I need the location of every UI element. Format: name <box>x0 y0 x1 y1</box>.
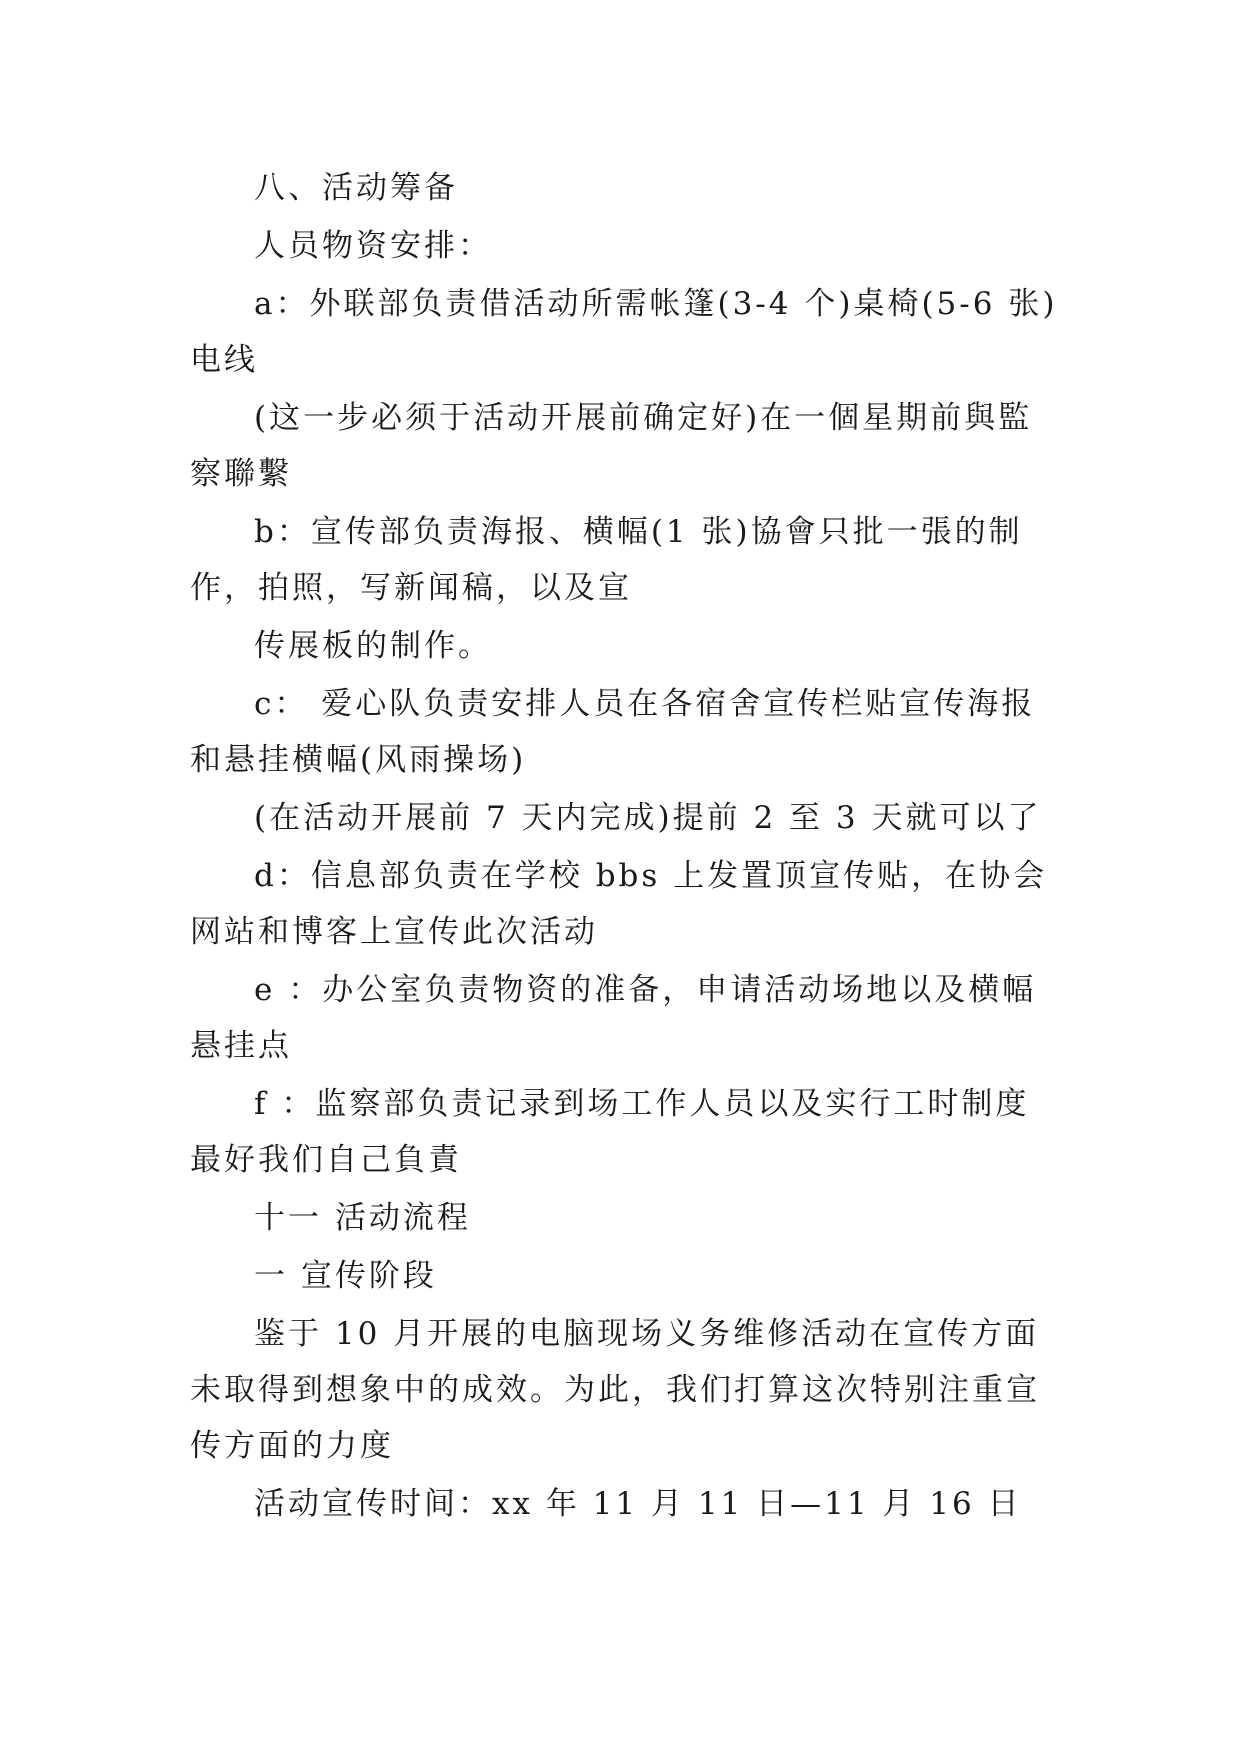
subheading-staff-materials: 人员物资安排： <box>254 228 492 264</box>
list-item-c-note: (在活动开展前 7 天内完成)提前 2 至 3 天就可以了 <box>254 800 1042 836</box>
document-body <box>190 160 1060 1534</box>
list-item-a-note: (这一步必须于活动开展前确定好)在一個星期前與監察聯繫 <box>190 400 1033 492</box>
list-item-b: b：宣传部负责海报、横幅(1 张)協會只批一張的制作，拍照，写新闻稿，以及宣 <box>190 514 1023 606</box>
subheading-promotion-stage: 一 宣传阶段 <box>254 1258 437 1294</box>
list-item-c: c： 爱心队负责安排人员在各宿舍宣传栏贴宣传海报和悬挂横幅(风雨操场) <box>190 686 1036 778</box>
list-item-b-continued: 传展板的制作。 <box>254 628 492 664</box>
list-item-e: e ：办公室负责物资的准备，申请活动场地以及横幅悬挂点 <box>190 972 1037 1064</box>
section-heading-preparation: 八、活动筹备 <box>254 170 458 206</box>
list-item-a: a：外联部负责借活动所需帐篷(3-4 个)桌椅(5-6 张)电线 <box>190 286 1058 378</box>
section-heading-process: 十一 活动流程 <box>254 1200 471 1236</box>
list-item-d: d：信息部负责在学校 bbs 上发置顶宣传贴，在协会网站和博客上宣传此次活动 <box>190 858 1048 950</box>
paragraph-promotion-rationale: 鉴于 10 月开展的电脑现场义务维修活动在宣传方面未取得到想象中的成效。为此，我们打算这次特别注重宣传方面的力度 <box>190 1316 1040 1464</box>
paragraph-promotion-time: 活动宣传时间：xx 年 11 月 11 日—11 月 16 日 <box>254 1486 1022 1522</box>
list-item-f: f ：监察部负责记录到场工作人员以及实行工时制度最好我们自己負責 <box>190 1086 1030 1178</box>
